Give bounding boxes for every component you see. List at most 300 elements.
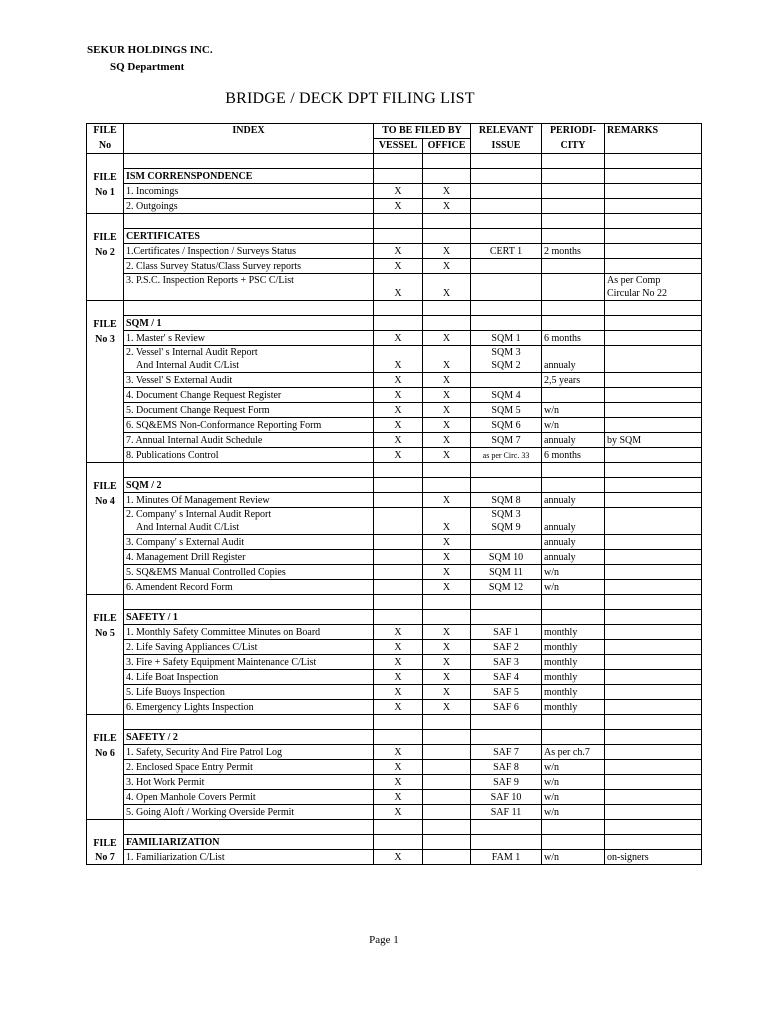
file-cell-blank (87, 259, 124, 274)
vessel-cell (374, 580, 423, 595)
blank-cell (542, 169, 605, 184)
blank-cell (374, 595, 423, 610)
file-cell-blank (87, 403, 124, 418)
blank-cell (423, 595, 471, 610)
blank-cell (423, 301, 471, 316)
blank-cell (423, 316, 471, 331)
periodicity-cell: 6 months (542, 448, 605, 463)
file-cell-blank (87, 820, 124, 835)
file-number: No 7 (87, 850, 124, 865)
file-cell-blank (87, 640, 124, 655)
office-cell (423, 760, 471, 775)
office-cell (423, 850, 471, 865)
company-name: SEKUR HOLDINGS INC. (87, 44, 213, 56)
blank-cell (471, 835, 542, 850)
issue-cell: SQM 7 (471, 433, 542, 448)
blank-cell (124, 154, 374, 169)
vessel-cell: X (374, 418, 423, 433)
vessel-cell (374, 535, 423, 550)
blank-cell (124, 301, 374, 316)
section-title: ISM CORRENSPONDENCE (124, 169, 374, 184)
blank-cell (374, 169, 423, 184)
periodicity-cell (542, 274, 605, 301)
table-row (87, 565, 702, 580)
periodicity-cell: annualy (542, 346, 605, 373)
table-row (87, 580, 702, 595)
section-title: FAMILIARIZATION (124, 835, 374, 850)
index-cell: 3. Fire + Safety Equipment Maintenance C/List (124, 655, 374, 670)
table-row (87, 775, 702, 790)
remarks-cell (605, 640, 702, 655)
file-cell-blank (87, 715, 124, 730)
group-heading-row (87, 316, 702, 331)
header-row-2 (87, 139, 702, 154)
office-cell (423, 745, 471, 760)
col-file-header: FILE (87, 124, 124, 139)
remarks-cell (605, 685, 702, 700)
office-cell: X (423, 184, 471, 199)
col-no-header: No (87, 139, 124, 154)
blank-cell (542, 229, 605, 244)
blank-cell (423, 478, 471, 493)
section-title: SAFETY / 2 (124, 730, 374, 745)
table-row (87, 433, 702, 448)
group-heading-row (87, 478, 702, 493)
blank-cell (124, 463, 374, 478)
periodicity-cell: w/n (542, 403, 605, 418)
file-cell-blank (87, 274, 124, 301)
col-remarks-header-blank (605, 139, 702, 154)
group-heading-row (87, 835, 702, 850)
table-row (87, 184, 702, 199)
index-cell: 1. Monthly Safety Committee Minutes on Board (124, 625, 374, 640)
periodicity-cell: annualy (542, 508, 605, 535)
blank-cell (471, 229, 542, 244)
table-row (87, 418, 702, 433)
file-cell-blank (87, 418, 124, 433)
file-cell-blank (87, 463, 124, 478)
office-cell: X (423, 565, 471, 580)
file-number: No 2 (87, 244, 124, 259)
blank-cell (423, 730, 471, 745)
blank-cell (542, 730, 605, 745)
file-cell-blank (87, 373, 124, 388)
index-cell (124, 508, 374, 535)
blank-cell (542, 463, 605, 478)
issue-cell: SQM 5 (471, 403, 542, 418)
vessel-cell: X (374, 625, 423, 640)
issue-cell: SAF 10 (471, 790, 542, 805)
blank-cell (471, 595, 542, 610)
file-number: No 1 (87, 184, 124, 199)
file-label: FILE (87, 730, 124, 745)
office-cell: X (423, 508, 471, 535)
issue-cell (471, 274, 542, 301)
blank-cell (423, 715, 471, 730)
index-cell: 4. Open Manhole Covers Permit (124, 790, 374, 805)
vessel-cell: X (374, 805, 423, 820)
blank-cell (605, 301, 702, 316)
file-cell-blank (87, 790, 124, 805)
blank-cell (605, 715, 702, 730)
section-title: SQM / 1 (124, 316, 374, 331)
office-cell: X (423, 685, 471, 700)
group-spacer-row (87, 820, 702, 835)
blank-cell (542, 301, 605, 316)
blank-cell (374, 229, 423, 244)
issue-cell: SQM 8 (471, 493, 542, 508)
file-label: FILE (87, 835, 124, 850)
file-number: No 6 (87, 745, 124, 760)
issue-cell: SAF 3 (471, 655, 542, 670)
blank-cell (542, 154, 605, 169)
office-cell: X (423, 331, 471, 346)
office-cell: X (423, 700, 471, 715)
blank-cell (124, 214, 374, 229)
issue-line-2: SQM 9 (491, 522, 521, 533)
file-number: No 3 (87, 331, 124, 346)
issue-cell (471, 373, 542, 388)
index-cell (124, 274, 374, 301)
blank-cell (471, 610, 542, 625)
periodicity-cell: annualy (542, 493, 605, 508)
periodicity-cell: 2,5 years (542, 373, 605, 388)
section-title: SQM / 2 (124, 478, 374, 493)
vessel-cell: X (374, 685, 423, 700)
index-cell: 5. Document Change Request Form (124, 403, 374, 418)
issue-cell (471, 535, 542, 550)
file-cell-blank (87, 199, 124, 214)
remarks-cell (605, 790, 702, 805)
group-spacer-row (87, 463, 702, 478)
index-line: 2. Company' s Internal Audit Report (126, 509, 272, 520)
vessel-cell: X (374, 346, 423, 373)
issue-cell: SQM 4 (471, 388, 542, 403)
periodicity-cell: w/n (542, 565, 605, 580)
blank-cell (605, 169, 702, 184)
blank-cell (605, 463, 702, 478)
blank-cell (471, 169, 542, 184)
issue-cell (471, 199, 542, 214)
index-line-2: And Internal Audit C/List (136, 522, 240, 533)
file-cell-blank (87, 301, 124, 316)
col-city-header: CITY (542, 139, 605, 154)
blank-cell (374, 478, 423, 493)
remarks-cell (605, 331, 702, 346)
blank-cell (423, 169, 471, 184)
table-row (87, 373, 702, 388)
vessel-cell: X (374, 745, 423, 760)
blank-cell (471, 214, 542, 229)
issue-cell: SAF 6 (471, 700, 542, 715)
file-cell-blank (87, 214, 124, 229)
table-row (87, 760, 702, 775)
blank-cell (423, 835, 471, 850)
col-index-header-blank (124, 139, 374, 154)
vessel-cell: X (374, 655, 423, 670)
blank-cell (605, 214, 702, 229)
col-index-header: INDEX (124, 124, 374, 139)
remarks-cell (605, 493, 702, 508)
table-row (87, 790, 702, 805)
vessel-cell: X (374, 274, 423, 301)
table-row (87, 244, 702, 259)
periodicity-cell: w/n (542, 760, 605, 775)
blank-cell (471, 463, 542, 478)
table-row (87, 331, 702, 346)
issue-cell (471, 346, 542, 373)
blank-cell (542, 478, 605, 493)
vessel-cell: X (374, 448, 423, 463)
blank-cell (605, 478, 702, 493)
blank-cell (542, 835, 605, 850)
index-cell: 4. Document Change Request Register (124, 388, 374, 403)
file-cell-blank (87, 700, 124, 715)
office-cell: X (423, 535, 471, 550)
index-cell: 1. Safety, Security And Fire Patrol Log (124, 745, 374, 760)
blank-cell (542, 316, 605, 331)
index-cell: 2. Outgoings (124, 199, 374, 214)
group-spacer-row (87, 214, 702, 229)
col-remarks-header: REMARKS (605, 124, 702, 139)
index-cell: 5. Life Buoys Inspection (124, 685, 374, 700)
vessel-cell: X (374, 388, 423, 403)
group-heading-row (87, 229, 702, 244)
periodicity-cell: annualy (542, 433, 605, 448)
office-cell: X (423, 346, 471, 373)
periodicity-cell: w/n (542, 805, 605, 820)
periodicity-cell: w/n (542, 790, 605, 805)
blank-cell (374, 301, 423, 316)
office-cell: X (423, 403, 471, 418)
blank-cell (471, 154, 542, 169)
blank-cell (471, 820, 542, 835)
periodicity-cell (542, 199, 605, 214)
office-cell: X (423, 670, 471, 685)
issue-cell: SAF 11 (471, 805, 542, 820)
col-issue-header: ISSUE (471, 139, 542, 154)
blank-cell (471, 715, 542, 730)
file-cell-blank (87, 670, 124, 685)
vessel-cell: X (374, 433, 423, 448)
vessel-cell: X (374, 199, 423, 214)
vessel-cell (374, 565, 423, 580)
index-cell: 7. Annual Internal Audit Schedule (124, 433, 374, 448)
blank-cell (471, 301, 542, 316)
index-cell: 8. Publications Control (124, 448, 374, 463)
periodicity-cell: annualy (542, 535, 605, 550)
periodicity-cell: monthly (542, 640, 605, 655)
file-cell-blank (87, 805, 124, 820)
vessel-cell: X (374, 184, 423, 199)
index-line: 2. Vessel' s Internal Audit Report (126, 347, 258, 358)
blank-cell (605, 820, 702, 835)
file-label: FILE (87, 610, 124, 625)
issue-line-2: SQM 2 (491, 360, 521, 371)
periodicity-cell: monthly (542, 670, 605, 685)
vessel-cell: X (374, 244, 423, 259)
blank-cell (471, 316, 542, 331)
remarks-cell (605, 565, 702, 580)
issue-cell (471, 184, 542, 199)
blank-cell (605, 835, 702, 850)
index-cell: 6. Amendent Record Form (124, 580, 374, 595)
index-cell: 2. Life Saving Appliances C/List (124, 640, 374, 655)
remarks-cell (605, 373, 702, 388)
header-row-1 (87, 124, 702, 139)
file-cell-blank (87, 655, 124, 670)
file-cell-blank (87, 565, 124, 580)
blank-cell (423, 229, 471, 244)
blank-cell (542, 595, 605, 610)
remarks-cell (605, 418, 702, 433)
index-cell: 2. Enclosed Space Entry Permit (124, 760, 374, 775)
blank-cell (542, 610, 605, 625)
issue-cell: CERT 1 (471, 244, 542, 259)
table-row (87, 700, 702, 715)
blank-cell (605, 595, 702, 610)
remarks-cell (605, 760, 702, 775)
issue-cell: SQM 11 (471, 565, 542, 580)
index-cell: 4. Life Boat Inspection (124, 670, 374, 685)
table-row (87, 346, 702, 373)
remarks-cell: by SQM (605, 433, 702, 448)
file-label: FILE (87, 229, 124, 244)
office-cell (423, 805, 471, 820)
group-heading-row (87, 169, 702, 184)
index-cell: 2. Class Survey Status/Class Survey reports (124, 259, 374, 274)
index-cell: 3. Vessel' S External Audit (124, 373, 374, 388)
vessel-cell (374, 508, 423, 535)
index-cell: 1. Incomings (124, 184, 374, 199)
office-cell (423, 775, 471, 790)
blank-cell (605, 229, 702, 244)
table-row (87, 685, 702, 700)
periodicity-cell: monthly (542, 655, 605, 670)
index-cell: 5. SQ&EMS Manual Controlled Copies (124, 565, 374, 580)
blank-cell (542, 715, 605, 730)
issue-cell: SQM 12 (471, 580, 542, 595)
issue-line: SQM 3 (491, 509, 521, 520)
index-line-2 (126, 287, 371, 300)
index-cell: 3. Hot Work Permit (124, 775, 374, 790)
blank-cell (605, 730, 702, 745)
vessel-cell: X (374, 850, 423, 865)
remarks-cell: on-signers (605, 850, 702, 865)
issue-cell: SAF 8 (471, 760, 542, 775)
blank-cell (605, 316, 702, 331)
index-cell: 3. Company' s External Audit (124, 535, 374, 550)
periodicity-cell: annualy (542, 550, 605, 565)
remarks-cell (605, 388, 702, 403)
blank-cell (124, 595, 374, 610)
remarks-cell (605, 625, 702, 640)
file-cell-blank (87, 580, 124, 595)
blank-cell (423, 610, 471, 625)
table-row (87, 745, 702, 760)
index-cell (124, 346, 374, 373)
issue-cell (471, 508, 542, 535)
office-cell: X (423, 580, 471, 595)
col-relevant-header: RELEVANT (471, 124, 542, 139)
remarks-cell (605, 550, 702, 565)
issue-cell: SAF 1 (471, 625, 542, 640)
col-office-header: OFFICE (423, 139, 471, 154)
office-cell: X (423, 259, 471, 274)
blank-cell (124, 820, 374, 835)
index-cell: 4. Management Drill Register (124, 550, 374, 565)
blank-cell (374, 730, 423, 745)
blank-cell (374, 154, 423, 169)
vessel-cell: X (374, 259, 423, 274)
file-number: No 5 (87, 625, 124, 640)
page-number: Page 1 (369, 934, 399, 946)
remarks-cell (605, 199, 702, 214)
blank-cell (423, 463, 471, 478)
vessel-cell: X (374, 775, 423, 790)
blank-cell (542, 214, 605, 229)
index-cell: 1.Certificates / Inspection / Surveys Status (124, 244, 374, 259)
periodicity-cell (542, 184, 605, 199)
remarks-cell (605, 274, 702, 301)
issue-cell: SQM 10 (471, 550, 542, 565)
remarks-cell (605, 508, 702, 535)
vessel-cell: X (374, 670, 423, 685)
remarks-cell (605, 580, 702, 595)
table-row (87, 640, 702, 655)
table-row (87, 535, 702, 550)
group-heading-row (87, 610, 702, 625)
issue-cell (471, 259, 542, 274)
blank-cell (542, 820, 605, 835)
file-label: FILE (87, 478, 124, 493)
periodicity-cell: w/n (542, 580, 605, 595)
group-spacer-row (87, 595, 702, 610)
periodicity-cell (542, 259, 605, 274)
file-cell-blank (87, 775, 124, 790)
remarks-cell (605, 775, 702, 790)
table-row (87, 274, 702, 301)
file-label: FILE (87, 169, 124, 184)
index-line-2: And Internal Audit C/List (136, 360, 240, 371)
index-cell: 1. Familiarization C/List (124, 850, 374, 865)
blank-cell (605, 154, 702, 169)
office-cell: X (423, 274, 471, 301)
remarks-cell (605, 448, 702, 463)
group-spacer-row (87, 301, 702, 316)
office-cell: X (423, 640, 471, 655)
group-heading-row (87, 730, 702, 745)
office-cell: X (423, 655, 471, 670)
table-row (87, 199, 702, 214)
file-cell-blank (87, 535, 124, 550)
remarks-cell (605, 346, 702, 373)
col-to-be-filed-by-header: TO BE FILED BY (374, 124, 471, 139)
blank-cell (374, 463, 423, 478)
table-row (87, 670, 702, 685)
issue-cell: SAF 4 (471, 670, 542, 685)
blank-cell (374, 835, 423, 850)
remarks-cell (605, 244, 702, 259)
file-label: FILE (87, 316, 124, 331)
section-title: CERTIFICATES (124, 229, 374, 244)
vessel-cell: X (374, 373, 423, 388)
office-cell: X (423, 550, 471, 565)
office-cell: X (423, 199, 471, 214)
vessel-cell: X (374, 640, 423, 655)
file-cell-blank (87, 550, 124, 565)
table-row (87, 508, 702, 535)
